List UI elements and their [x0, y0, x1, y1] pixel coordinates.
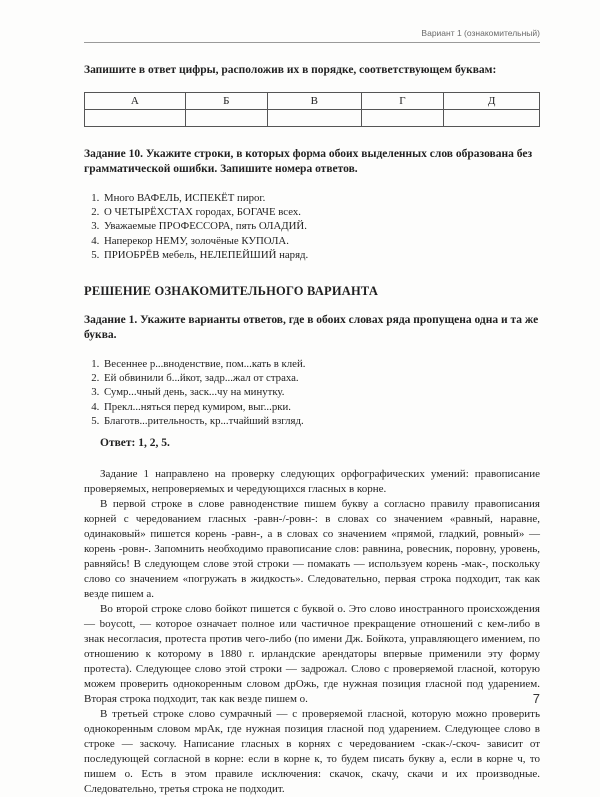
explanation-paragraph: В первой строке в слове равноденствие пишем букву а согласно правилу правописания корней с чередованием гласных -равн-/-ровн-: в словах со значением «равный, наравне, одинаковый» пишется корень -равн-, а в словах со значением «прямой, гладкий, ровный» — корень -ровн-. Запомнить необходимо правописание слов: равнина, ровесник, поровну, уровень, равняйсь! В следующем слове этой строки — помакать — используем корень -мак-, поскольку слово со значением «погружать в жидкость». Следовательно, первая строка подходит, так как везде пишем а.	[84, 498, 540, 601]
answer-cell-d[interactable]	[444, 110, 540, 127]
answer-table-header-row	[85, 93, 540, 110]
column-d: Д	[444, 93, 540, 110]
solution-section-title: РЕШЕНИЕ ОЗНАКОМИТЕЛЬНОГО ВАРИАНТА	[84, 284, 379, 299]
running-title: Вариант 1 (ознакомительный)	[421, 28, 540, 38]
task9-instruction: Запишите в ответ цифры, расположив их в порядке, соответствующем буквам:	[84, 64, 497, 76]
task1-answer: Ответ: 1, 2, 5.	[100, 437, 170, 450]
answer-cell-a[interactable]	[85, 110, 186, 127]
task10-option: 5. ПРИОБРЁВ мебель, НЕЛЕПЕЙШИЙ наряд.	[102, 248, 540, 262]
answer-cell-g[interactable]	[361, 110, 444, 127]
explanation-paragraph: В третьей строке слово сумрачный — с проверяемой гласной, которую можно проверить однокоренным словом мрАк, где нужная позиция гласной под ударением. Следующее слово в строке — заскочу. Написание гласных в корнях с чередованием -скак-/-скоч- зависит от последующей согласной в корне: если в корне к, то будем писать букву а, если в корне ч, то пишем о. Есть в этом правиле исключения: скачок, скачу, скачи и их производные. Следовательно, третья строка не подходит.	[84, 708, 540, 796]
task1-option: 2. Ей обвинили б...йкот, задр...жал от страха.	[102, 371, 540, 385]
answer-cell-v[interactable]	[267, 110, 361, 127]
task1-heading: Задание 1. Укажите варианты ответов, где в обоих словах ряда пропущена одна и та же буква.	[84, 314, 539, 342]
task10-options	[84, 191, 540, 262]
column-b: Б	[185, 93, 267, 110]
column-g: Г	[361, 93, 444, 110]
task1-option: 3. Сумр...чный день, заск...чу на минутку.	[102, 385, 540, 399]
column-a: А	[85, 93, 186, 110]
running-header	[84, 28, 540, 43]
task10-option: 4. Наперекор НЕМУ, золочёные КУПОЛА.	[102, 234, 540, 248]
answer-cell-b[interactable]	[185, 110, 267, 127]
answer-table-input-row	[85, 110, 540, 127]
task10-option: 2. О ЧЕТЫРЁХСТАХ городах, БОГАЧЕ всех.	[102, 205, 540, 219]
task10-option: 1. Много ВАФЕЛЬ, ИСПЕКЁТ пирог.	[102, 191, 540, 205]
task1-option: 4. Прекл...няться перед кумиром, выг...рки.	[102, 400, 540, 414]
task10-heading: Задание 10. Укажите строки, в которых форма обоих выделенных слов образована без грамматической ошибки. Запишите номера ответов.	[84, 148, 533, 175]
task1-options	[84, 357, 540, 428]
column-v: В	[267, 93, 361, 110]
page-content	[84, 64, 540, 797]
explanation-paragraph: Во второй строке слово бойкот пишется с буквой о. Это слово иностранного происхождения — boycott, — которое означает полное или частичное прекращение отношений с кем-либо в знак несогласия, протеста против чего-либо (по имени Дж. Бойкота, управляющего имением, по отношению к которому в 1880 г. ирландские арендаторы впервые применили эту форму протеста). Следующее слово этой строки — задрожал. Слово с проверяемой гласной, которую можем проверить однокоренным словом дрОжь, где нужная позиция гласной под ударением. Вторая строка подходит, так как везде пишем о.	[84, 603, 540, 706]
task1-option: 5. Благотв...рительность, кр...тчайший взгляд.	[102, 414, 540, 428]
task1-option: 1. Весеннее р...вноденствие, пом...кать в клей.	[102, 357, 540, 371]
answer-table	[84, 92, 540, 127]
explanation-paragraph: Задание 1 направлено на проверку следующих орфографических умений: правописание проверяемых, непроверяемых и чередующихся гласных в корне.	[84, 468, 540, 496]
page-number: 7	[532, 691, 540, 706]
task10-option: 3. Уважаемые ПРОФЕССОРА, пять ОЛАДИЙ.	[102, 219, 540, 233]
